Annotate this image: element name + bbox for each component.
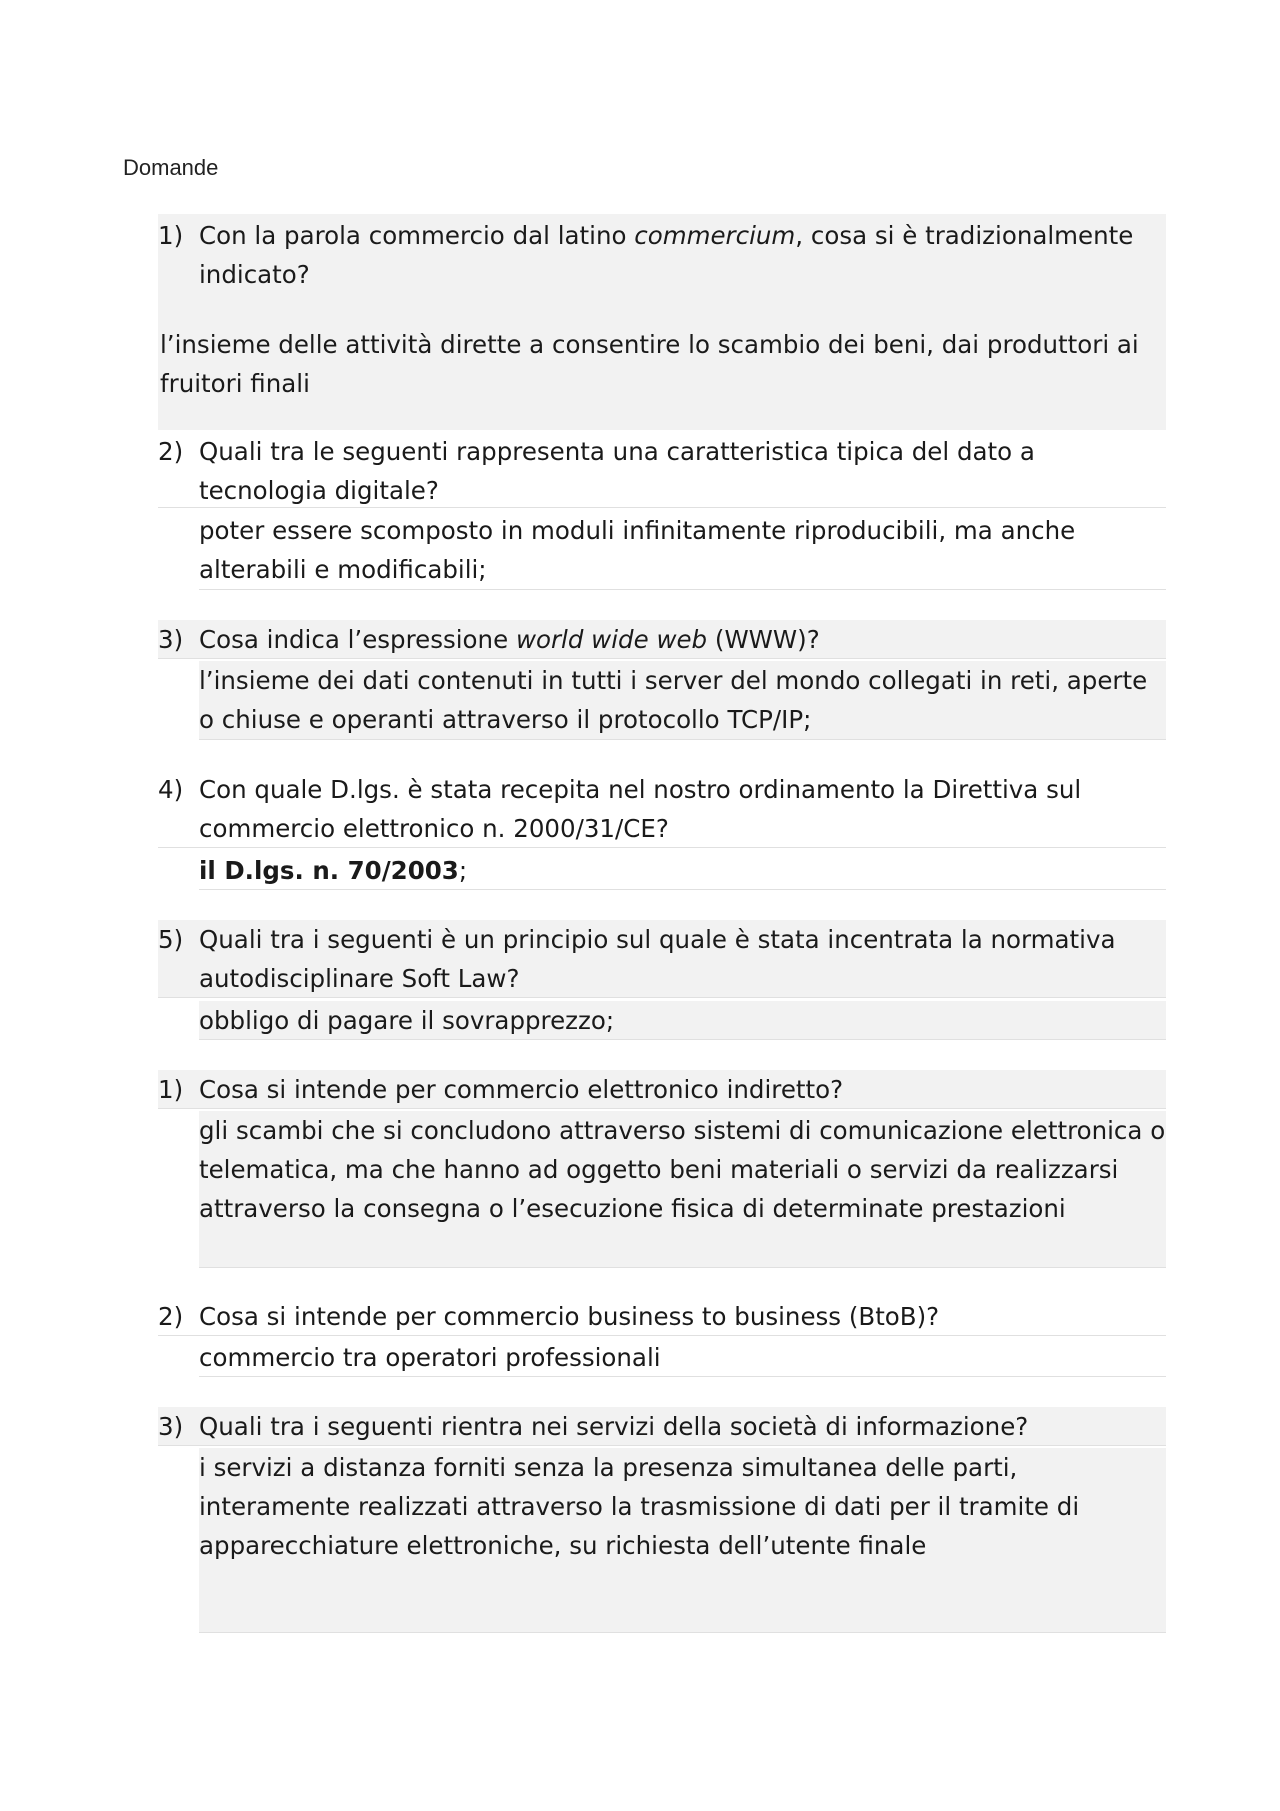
question-number: 4) <box>158 775 184 804</box>
answer-text: poter essere scomposto in moduli infinitamente riproducibili, ma anche alterabili e modificabili; <box>199 511 1166 590</box>
answer-text: il D.lgs. n. 70/2003; <box>199 851 1166 890</box>
question-text: Cosa indica l’espressione world wide web (WWW)? <box>199 625 820 654</box>
answer-text: commercio tra operatori professionali <box>199 1338 1166 1377</box>
question-row-4 <box>158 770 1166 848</box>
answer-text: l’insieme delle attività dirette a consentire lo scambio dei beni, dai produttori ai fruitori finali <box>160 330 1139 398</box>
question-number: 1) <box>158 221 184 250</box>
question-text: Cosa si intende per commercio business to business (BtoB)? <box>199 1302 940 1331</box>
question-emphasis: world wide web <box>515 625 708 654</box>
question-emphasis: commercium <box>634 221 796 250</box>
question-number: 1) <box>158 1075 184 1104</box>
question-text: Quali tra i seguenti rientra nei servizi della società di informazione? <box>199 1412 1029 1441</box>
answer-bold: il D.lgs. n. 70/2003 <box>199 856 459 885</box>
page-heading: Domande <box>123 155 219 180</box>
question-text: Cosa si intende per commercio elettronico indiretto? <box>199 1075 844 1104</box>
question-row-8 <box>158 1407 1166 1446</box>
question-text: Quali tra le seguenti rappresenta una caratteristica tipica del dato a tecnologia digitale? <box>199 437 1035 505</box>
question-number: 5) <box>158 925 184 954</box>
question-row-3 <box>158 620 1166 659</box>
question-text: Con la parola commercio dal latino commercium, cosa si è tradizionalmente indicato? <box>199 221 1134 289</box>
question-text: Quali tra i seguenti è un principio sul quale è stata incentrata la normativa autodisciplinare Soft Law? <box>199 925 1116 993</box>
question-row-6 <box>158 1070 1166 1109</box>
question-row-7 <box>158 1297 1166 1336</box>
question-row-5 <box>158 920 1166 998</box>
answer-text: obbligo di pagare il sovrapprezzo; <box>199 1001 1166 1040</box>
question-number: 2) <box>158 1302 184 1331</box>
question-number: 3) <box>158 625 184 654</box>
question-text: Con quale D.lgs. è stata recepita nel nostro ordinamento la Direttiva sul commercio elettronico n. 2000/31/CE? <box>199 775 1082 843</box>
answer-text: i servizi a distanza forniti senza la presenza simultanea delle parti, interamente realizzati attraverso la trasmissione di dati per il tramite di apparecchiature elettroniche, su richiesta dell’utente finale <box>199 1448 1166 1633</box>
question-number: 2) <box>158 437 184 466</box>
answer-text: l’insieme dei dati contenuti in tutti i server del mondo collegati in reti, aperte o chiuse e operanti attraverso il protocollo TCP/IP; <box>199 661 1166 740</box>
question-row-2 <box>158 432 1166 508</box>
question-number: 3) <box>158 1412 184 1441</box>
question-row-1 <box>158 216 1166 296</box>
answer-text: gli scambi che si concludono attraverso sistemi di comunicazione elettronica o telematica, ma che hanno ad oggetto beni materiali o servizi da realizzarsi attraverso la consegna o l’esecuzione fisica di determinate prestazioni <box>199 1111 1166 1268</box>
